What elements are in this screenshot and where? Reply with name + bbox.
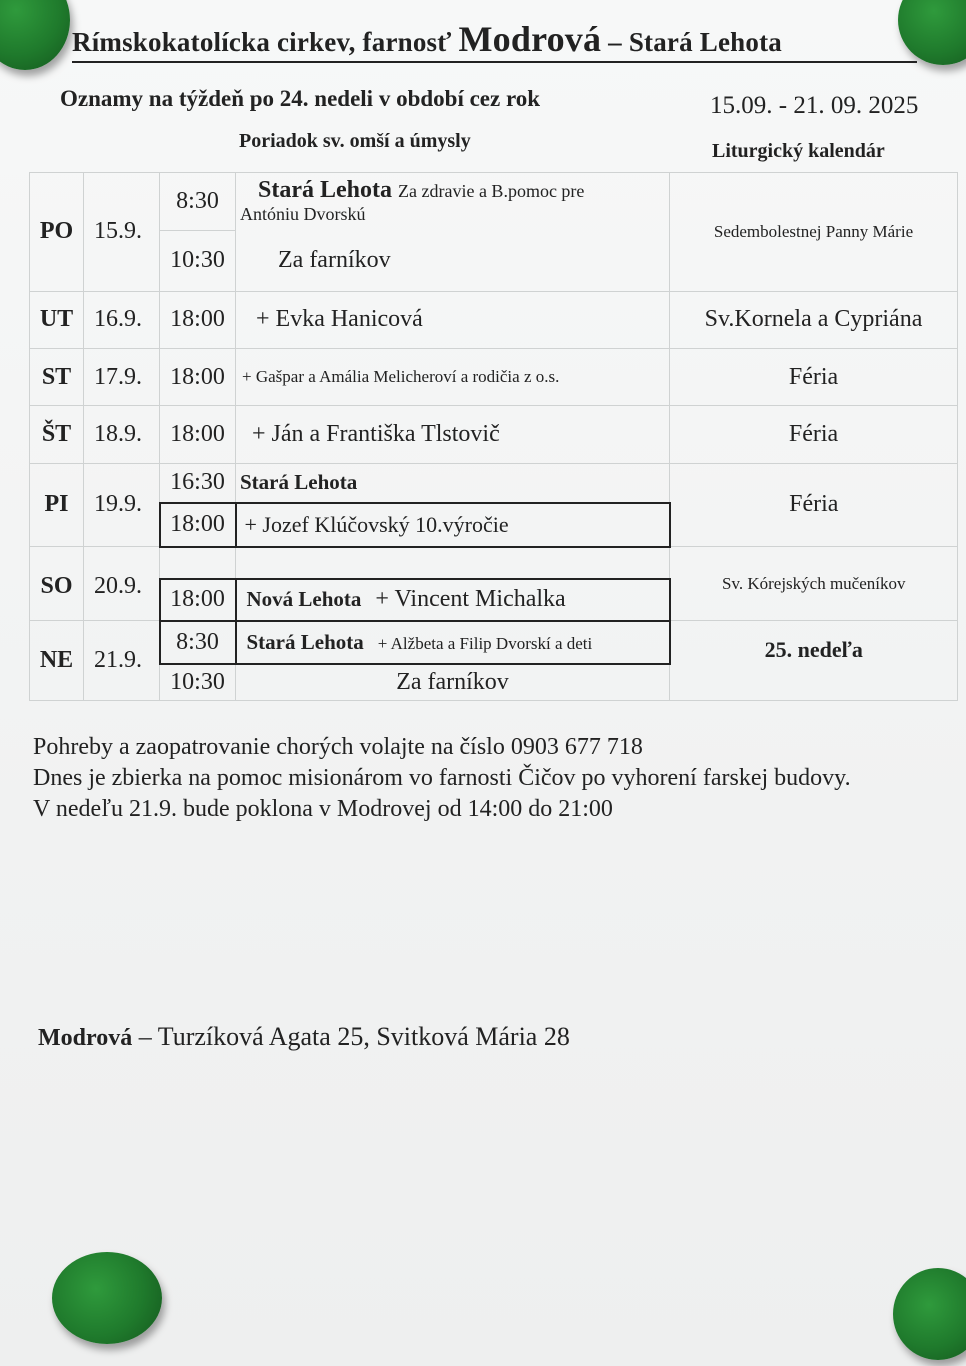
masses-heading: Poriadok sv. omší a úmysly — [239, 130, 471, 152]
cleaning-duty — [38, 1022, 570, 1052]
time-cell: 18:00 — [160, 579, 236, 621]
intention-text: Za zdravie a B.pomoc pre — [398, 180, 585, 201]
intention-cell: + Jozef Klúčovský 10.výročie — [236, 503, 670, 546]
table-row — [30, 463, 958, 503]
page-title — [72, 18, 917, 63]
calendar-heading: Liturgický kalendár — [712, 140, 885, 162]
liturgy-cell: Sv.Kornela a Cypriána — [670, 291, 958, 348]
note-line: V nedeľu 21.9. bude poklona v Modrovej od 14:00 do 21:00 — [33, 796, 613, 822]
intention-cell — [236, 173, 670, 231]
day-cell: PO — [30, 173, 84, 292]
note-line: Pohreby a zaopatrovanie chorých volajte na číslo 0903 677 718 — [33, 734, 643, 760]
liturgy-cell: Féria — [670, 406, 958, 463]
table-row — [30, 173, 958, 231]
intention-cell: Za farníkov — [236, 231, 670, 291]
time-cell: 18:00 — [160, 348, 236, 405]
spacer-cell — [160, 547, 236, 579]
table-row — [30, 621, 958, 664]
date-cell: 16.9. — [84, 291, 160, 348]
footer-place: Modrová — [38, 1025, 133, 1051]
title-part1: Rímskokatolícka cirkev, farnosť — [72, 27, 459, 57]
day-cell: UT — [30, 291, 84, 348]
time-cell: 16:30 — [160, 463, 236, 503]
liturgy-cell: Sedembolestnej Panny Márie — [670, 173, 958, 292]
day-cell: NE — [30, 621, 84, 701]
note-line: Dnes je zbierka na pomoc misionárom vo farnosti Čičov po vyhorení farskej budovy. — [33, 765, 851, 791]
day-cell: PI — [30, 463, 84, 546]
intention-cell: Za farníkov — [236, 664, 670, 700]
date-cell: 21.9. — [84, 621, 160, 701]
liturgy-cell: Féria — [670, 348, 958, 405]
announcements — [33, 732, 851, 825]
intention-text: Antóniu Dvorskú — [240, 203, 366, 224]
time-cell: 18:00 — [160, 503, 236, 546]
intention-cell: + Ján a Františka Tlstovič — [236, 406, 670, 463]
date-cell: 15.9. — [84, 173, 160, 292]
day-cell: SO — [30, 547, 84, 621]
date-range: 15.09. - 21. 09. 2025 — [710, 92, 919, 119]
date-cell: 19.9. — [84, 463, 160, 546]
day-cell: ST — [30, 348, 84, 405]
date-cell: 18.9. — [84, 406, 160, 463]
place-label: Nová Lehota — [246, 587, 362, 612]
table-row — [30, 348, 958, 405]
time-cell: 8:30 — [160, 621, 236, 664]
footer-text: – Turzíková Agata 25, Svitková Mária 28 — [132, 1022, 570, 1051]
time-cell: 18:00 — [160, 406, 236, 463]
intention-text: + Vincent Michalka — [375, 586, 566, 613]
liturgy-cell: 25. nedeľa — [670, 621, 958, 701]
intention-text: + Alžbeta a Filip Dvorskí a deti — [377, 634, 593, 654]
date-cell: 20.9. — [84, 547, 160, 621]
intention-cell — [236, 621, 670, 664]
magnet-bottom-left — [52, 1252, 162, 1344]
table-row — [30, 406, 958, 463]
table-row — [30, 547, 958, 579]
time-cell: 8:30 — [160, 173, 236, 231]
liturgy-cell: Sv. Kórejských mučeníkov — [670, 547, 958, 621]
intention-cell: Stará Lehota — [236, 463, 670, 503]
intention-cell — [236, 579, 670, 621]
intention-cell: + Evka Hanicová — [236, 291, 670, 348]
title-parish: Modrová — [458, 19, 602, 59]
spacer-cell — [236, 547, 670, 579]
day-cell: ŠT — [30, 406, 84, 463]
date-cell: 17.9. — [84, 348, 160, 405]
time-cell: 18:00 — [160, 291, 236, 348]
title-part2: – Stará Lehota — [601, 27, 782, 57]
time-cell: 10:30 — [160, 664, 236, 700]
liturgy-cell: Féria — [670, 463, 958, 546]
place-label: Stará Lehota — [258, 176, 392, 203]
table-row — [30, 291, 958, 348]
subtitle: Oznamy na týždeň po 24. nedeli v období cez rok — [60, 86, 541, 111]
schedule-table — [29, 172, 958, 701]
place-label: Stará Lehota — [246, 630, 364, 655]
intention-cell: + Gašpar a Amália Melicheroví a rodičia z o.s. — [236, 348, 670, 405]
time-cell: 10:30 — [160, 231, 236, 291]
